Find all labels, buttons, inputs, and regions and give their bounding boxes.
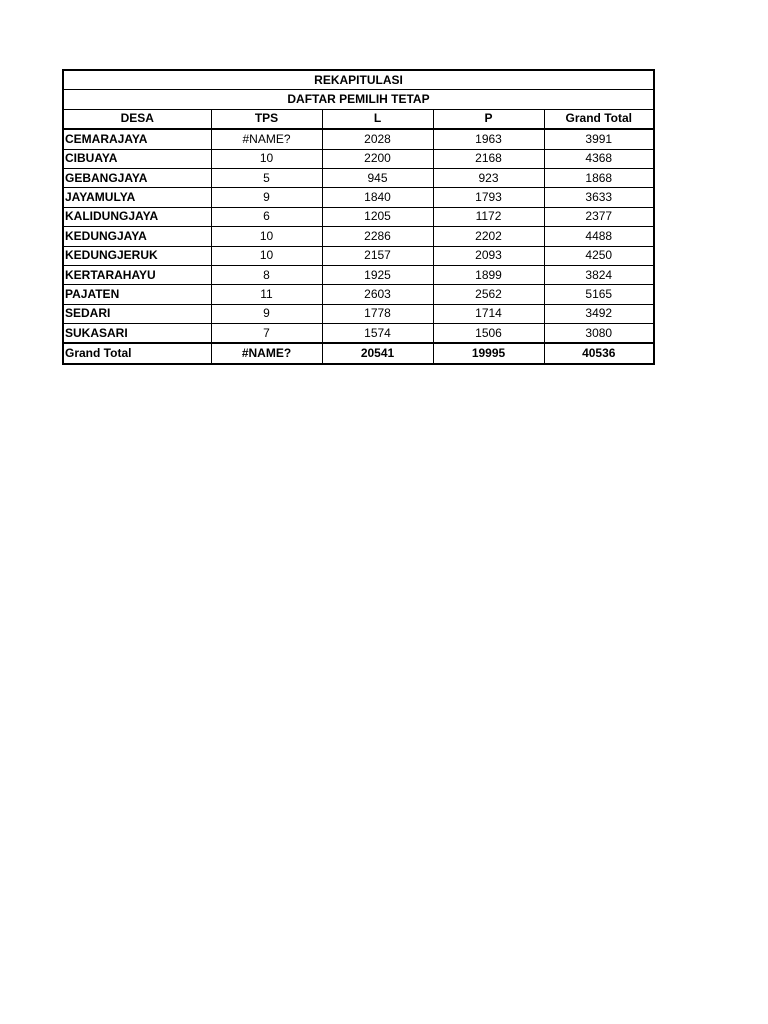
cell-desa: PAJATEN xyxy=(63,285,211,304)
cell-p: 2562 xyxy=(433,285,544,304)
cell-desa: SUKASARI xyxy=(63,324,211,344)
cell-grand-total: 4488 xyxy=(544,227,654,246)
cell-p: 1506 xyxy=(433,324,544,344)
cell-desa: KEDUNGJERUK xyxy=(63,246,211,265)
cell-l: 1925 xyxy=(322,265,433,284)
cell-l: 2157 xyxy=(322,246,433,265)
cell-l: 2028 xyxy=(322,129,433,149)
cell-tps: 9 xyxy=(211,188,322,207)
header-row xyxy=(63,109,654,129)
cell-p: 1714 xyxy=(433,304,544,323)
cell-desa: GEBANGJAYA xyxy=(63,168,211,187)
cell-p: 2202 xyxy=(433,227,544,246)
header-p: P xyxy=(433,109,544,129)
cell-grand-total: 1868 xyxy=(544,168,654,187)
cell-tps: 8 xyxy=(211,265,322,284)
cell-l: 2603 xyxy=(322,285,433,304)
table-title: REKAPITULASI xyxy=(63,70,654,90)
table-row xyxy=(63,227,654,246)
cell-tps: #NAME? xyxy=(211,343,322,363)
table-row xyxy=(63,129,654,149)
cell-desa: JAYAMULYA xyxy=(63,188,211,207)
cell-desa: CEMARAJAYA xyxy=(63,129,211,149)
cell-tps: 10 xyxy=(211,246,322,265)
cell-grand-total: 3080 xyxy=(544,324,654,344)
cell-desa: KALIDUNGJAYA xyxy=(63,207,211,226)
cell-desa: SEDARI xyxy=(63,304,211,323)
cell-tps: 9 xyxy=(211,304,322,323)
table-subtitle: DAFTAR PEMILIH TETAP xyxy=(63,90,654,109)
table-row xyxy=(63,168,654,187)
cell-l: 20541 xyxy=(322,343,433,363)
header-tps: TPS xyxy=(211,109,322,129)
cell-l: 2200 xyxy=(322,149,433,168)
cell-grand-total: 40536 xyxy=(544,343,654,363)
cell-p: 2093 xyxy=(433,246,544,265)
table-row xyxy=(63,207,654,226)
cell-tps: 10 xyxy=(211,227,322,246)
table-row xyxy=(63,324,654,344)
table-row xyxy=(63,188,654,207)
cell-p: 923 xyxy=(433,168,544,187)
table-row xyxy=(63,149,654,168)
cell-l: 1778 xyxy=(322,304,433,323)
cell-p: 1899 xyxy=(433,265,544,284)
header-grand-total: Grand Total xyxy=(544,109,654,129)
recap-table xyxy=(62,69,655,365)
cell-grand-total: 2377 xyxy=(544,207,654,226)
table-row xyxy=(63,285,654,304)
cell-grand-total: 3633 xyxy=(544,188,654,207)
cell-grand-total: 3824 xyxy=(544,265,654,284)
cell-tps: 5 xyxy=(211,168,322,187)
cell-desa: KERTARAHAYU xyxy=(63,265,211,284)
cell-l: 1840 xyxy=(322,188,433,207)
table-row xyxy=(63,265,654,284)
cell-l: 1205 xyxy=(322,207,433,226)
cell-l: 1574 xyxy=(322,324,433,344)
subtitle-row xyxy=(63,90,654,109)
cell-grand-total: 5165 xyxy=(544,285,654,304)
cell-grand-total: 3991 xyxy=(544,129,654,149)
header-desa: DESA xyxy=(63,109,211,129)
cell-desa: KEDUNGJAYA xyxy=(63,227,211,246)
table-row xyxy=(63,246,654,265)
cell-grand-total: 4250 xyxy=(544,246,654,265)
cell-tps: 6 xyxy=(211,207,322,226)
cell-desa: Grand Total xyxy=(63,343,211,363)
cell-tps: 10 xyxy=(211,149,322,168)
table-row xyxy=(63,304,654,323)
cell-p: 19995 xyxy=(433,343,544,363)
cell-grand-total: 3492 xyxy=(544,304,654,323)
cell-p: 1963 xyxy=(433,129,544,149)
header-l: L xyxy=(322,109,433,129)
cell-l: 2286 xyxy=(322,227,433,246)
cell-l: 945 xyxy=(322,168,433,187)
cell-grand-total: 4368 xyxy=(544,149,654,168)
cell-p: 1793 xyxy=(433,188,544,207)
cell-desa: CIBUAYA xyxy=(63,149,211,168)
cell-p: 1172 xyxy=(433,207,544,226)
cell-tps: 7 xyxy=(211,324,322,344)
grand-total-row xyxy=(63,343,654,363)
cell-tps: 11 xyxy=(211,285,322,304)
cell-tps: #NAME? xyxy=(211,129,322,149)
title-row xyxy=(63,70,654,90)
cell-p: 2168 xyxy=(433,149,544,168)
